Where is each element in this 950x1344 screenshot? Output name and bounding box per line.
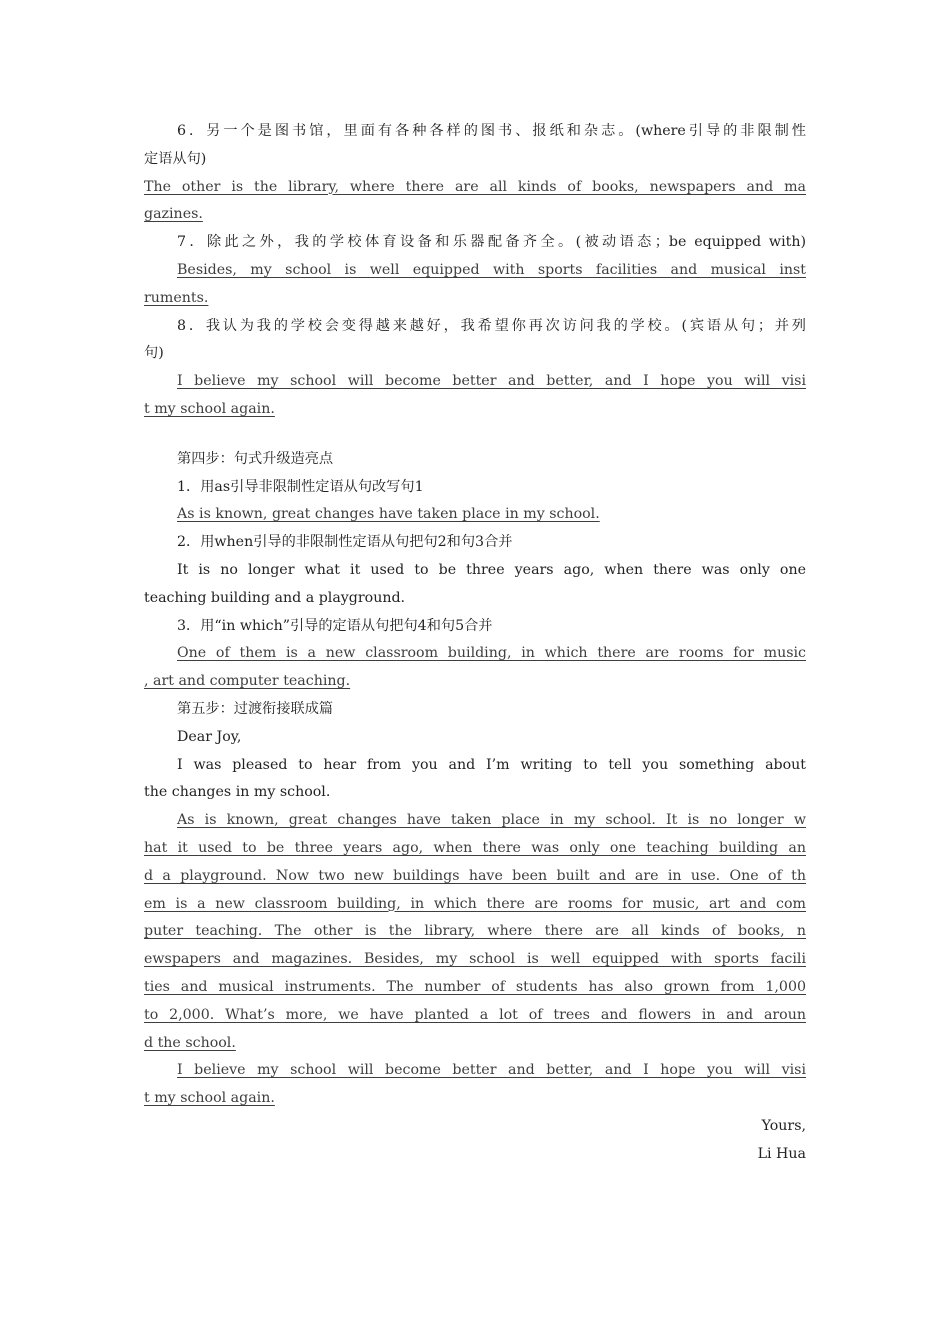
step-4-answer-3-cont: , art and computer teaching. xyxy=(144,673,351,690)
letter-body-line: to 2,000. What’s more, we have planted a lot of trees and flowers in and aroun xyxy=(144,1006,806,1023)
letter-closing-cont: t my school again. xyxy=(144,1090,275,1107)
step-4-task-2: 2．用when引导的非限制性定语从句把句2和句3合并 xyxy=(177,534,513,551)
sentence-8-answer-cont: t my school again. xyxy=(144,400,275,417)
sentence-7-prompt: 7．除此之外，我的学校体育设备和乐器配备齐全。(被动语态；be equipped with) xyxy=(177,234,806,251)
sentence-8-prompt-cont: 句) xyxy=(144,345,164,362)
letter-intro-cont: the changes in my school. xyxy=(144,784,331,801)
step-4-heading: 第四步：句式升级造亮点 xyxy=(177,450,334,467)
letter-body-line: d a playground. Now two new buildings have been built and are in use. One of th xyxy=(144,867,806,884)
letter-body-line: As is known, great changes have taken place in my school. It is no longer w xyxy=(177,812,806,829)
step-4-task-1: 1．用as引导非限制性定语从句改写句1 xyxy=(177,478,424,495)
step-4-answer-3: One of them is a new classroom building, in which there are rooms for music xyxy=(177,645,806,662)
letter-body-line: d the school. xyxy=(144,1034,236,1051)
sentence-7-answer: Besides, my school is well equipped with sports facilities and musical inst xyxy=(177,261,806,278)
letter-signature: Li Hua xyxy=(757,1145,806,1162)
letter-intro: I was pleased to hear from you and I’m writing to tell you something about xyxy=(177,756,806,773)
letter-closing: I believe my school will become better and better, and I hope you will visi xyxy=(177,1062,806,1079)
letter-body-line: ties and musical instruments. The number of students has also grown from 1,000 xyxy=(144,978,806,995)
sentence-7-answer-cont: ruments. xyxy=(144,289,209,306)
sentence-6-prompt-cont: 定语从句) xyxy=(144,150,207,167)
sentence-6-answer-cont: gazines. xyxy=(144,206,203,223)
step-4-answer-1: As is known, great changes have taken place in my school. xyxy=(177,506,600,523)
step-4-task-3: 3．用“in which”引导的定语从句把句4和句5合并 xyxy=(177,617,493,634)
letter-body-line: puter teaching. The other is the library, where there are all kinds of books, n xyxy=(144,923,806,940)
sentence-8-prompt: 8．我认为我的学校会变得越来越好，我希望你再次访问我的学校。(宾语从句；并列 xyxy=(177,317,806,334)
letter-sign-off: Yours, xyxy=(761,1117,806,1134)
letter-greeting: Dear Joy, xyxy=(177,728,242,745)
sentence-8-answer: I believe my school will become better and better, and I hope you will visi xyxy=(177,373,806,390)
sentence-6-prompt: 6．另一个是图书馆，里面有各种各样的图书、报纸和杂志。(where引导的非限制性 xyxy=(177,123,806,139)
step-4-answer-2: It is no longer what it used to be three years ago, when there was only one xyxy=(177,561,806,578)
document-page xyxy=(144,118,806,1168)
step-4-answer-2-cont: teaching building and a playground. xyxy=(144,589,406,606)
letter-body-line: em is a new classroom building, in which there are rooms for music, art and com xyxy=(144,895,806,912)
step-5-heading: 第五步：过渡衔接联成篇 xyxy=(177,700,334,717)
sentence-6-answer: The other is the library, where there are all kinds of books, newspapers and ma xyxy=(144,178,806,195)
letter-body-line: ewspapers and magazines. Besides, my school is well equipped with sports facili xyxy=(144,951,806,968)
letter-body-line: hat it used to be three years ago, when there was only one teaching building an xyxy=(144,839,806,856)
